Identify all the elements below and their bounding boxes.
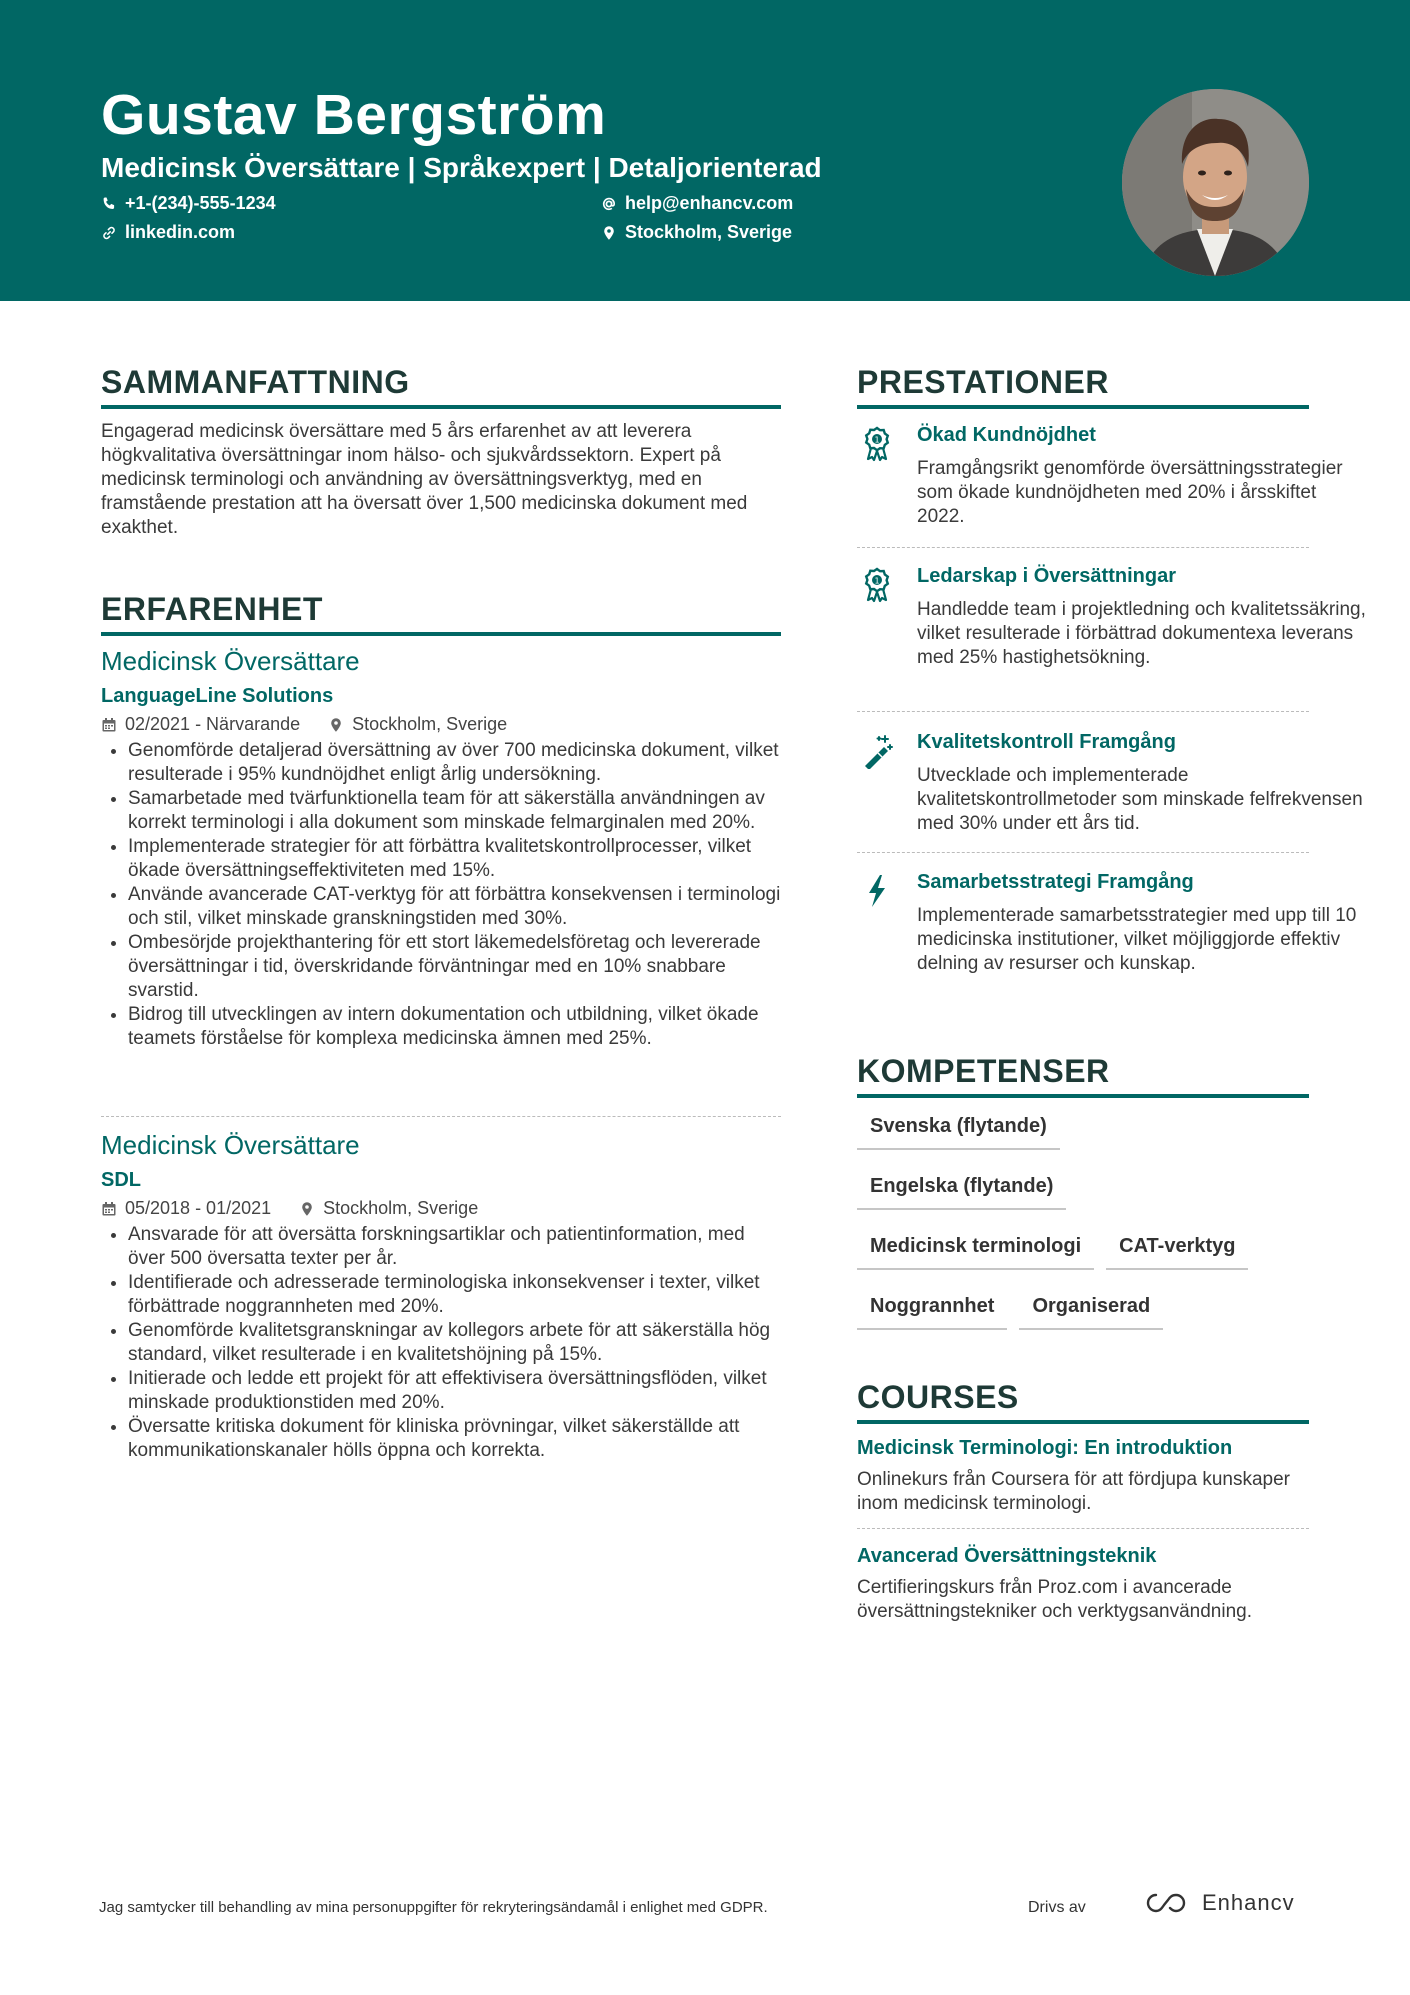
bullet-item: • Använde avancerade CAT-verktyg för att förbättra konsekvensen i terminologi och stil, vilket minskade granskningstiden med 30%.: [128, 883, 781, 931]
link-icon: [101, 225, 117, 241]
calendar-icon: [101, 717, 117, 733]
bullet-item: • Initierade och ledde ett projekt för att effektivisera översättningsflöden, vilket minskade produktionstiden med 20%.: [128, 1367, 781, 1415]
course-title: Medicinsk Terminologi: En introduktion: [857, 1437, 1233, 1459]
divider: [857, 1528, 1309, 1529]
skill-tag: Svenska (flytande): [857, 1112, 1060, 1150]
job-bullets: [101, 739, 781, 1051]
job-dates: 02/2021 - Närvarande: [125, 714, 301, 734]
job-company: LanguageLine Solutions: [101, 685, 334, 707]
skills-heading: KOMPETENSER: [857, 1053, 1309, 1098]
achievement-title: Ledarskap i Översättningar: [917, 565, 1176, 587]
achievement-title: Samarbetsstrategi Framgång: [917, 871, 1194, 893]
job-role: Medicinsk Översättare: [101, 1130, 360, 1160]
skill-tag: Engelska (flytande): [857, 1172, 1066, 1210]
bullet-item: • Genomförde kvalitetsgranskningar av kollegors arbete för att säkerställa hög standard, vilket resulterade i en kvalitetshöjning på 15%.: [128, 1319, 781, 1367]
contact-location: [601, 222, 792, 243]
bullet-item: • Bidrog till utvecklingen av intern dokumentation och utbildning, vilket ökade teamets förståelse för komplexa medicinska ämnen med 25%.: [128, 1003, 781, 1051]
achievement-item: [857, 565, 1369, 670]
brand-logo: [1146, 1890, 1295, 1916]
map-pin-icon: [299, 1201, 315, 1217]
powered-by-label: Drivs av: [1028, 1899, 1086, 1916]
candidate-name: Gustav Bergström: [101, 83, 607, 147]
contact-phone: [101, 193, 276, 214]
achievement-desc: Utvecklade och implementerade kvalitetskontrollmetoder som minskade felfrekvensen med 30% under ett års tid.: [917, 765, 1363, 834]
achievement-item: [857, 871, 1369, 976]
contact-email[interactable]: [601, 193, 793, 214]
divider: [857, 711, 1309, 712]
achievement-desc: Framgångsrikt genomförde översättningsstrategier som ökade kundnöjdheten med 20% i årsskiftet 2022.: [917, 458, 1343, 527]
skill-tag: Organiserad: [1019, 1292, 1163, 1330]
calendar-icon: [101, 1201, 117, 1217]
brand-name: Enhancv: [1202, 1890, 1295, 1915]
achievement-title: Kvalitetskontroll Framgång: [917, 731, 1176, 753]
courses-heading: COURSES: [857, 1379, 1309, 1424]
skill-tag: Medicinsk terminologi: [857, 1232, 1094, 1270]
phone-text: +1-(234)-555-1234: [125, 193, 276, 213]
map-pin-icon: [328, 717, 344, 733]
summary-heading: SAMMANFATTNING: [101, 364, 781, 409]
map-pin-icon: [601, 225, 617, 241]
achievement-item: [857, 731, 1369, 836]
summary-text: Engagerad medicinsk översättare med 5 års erfarenhet av att leverera högkvalitativa översättningar inom hälso- och sjukvårdssektorn. Expert på medicinsk terminologi och användning av översättningsverktyg, med en framstående prestation att ha översatt över 1,500 medicinska dokument med exakthet.: [101, 421, 748, 538]
bullet-item: • Identifierade och adresserade terminologiska inkonsekvenser i texter, vilket förbättrade noggrannheten med 20%.: [128, 1271, 781, 1319]
bullet-item: • Ansvarade för att översätta forskningsartiklar och patientinformation, med över 500 översatta texter per år.: [128, 1223, 781, 1271]
experience-heading: ERFARENHET: [101, 591, 781, 636]
magic-wand-icon: [861, 733, 893, 769]
bullet-item: • Implementerade strategier för att förbättra kvalitetskontrollprocesser, vilket ökade översättningseffektiviteten med 15%.: [128, 835, 781, 883]
enhancv-logo-icon: [1146, 1891, 1192, 1915]
bullet-item: • Ombesörjde projekthantering för ett stort läkemedelsföretag och levererade översättningar i tid, överskridande förväntningar med en 10% snabbare svarstid.: [128, 931, 781, 1003]
course-desc: Certifieringskurs från Proz.com i avancerade översättningstekniker och verktygsanvändning.: [857, 1577, 1253, 1622]
email-link[interactable]: help@enhancv.com: [625, 193, 794, 213]
skill-tag: CAT-verktyg: [1106, 1232, 1248, 1270]
linkedin-link[interactable]: linkedin.com: [125, 222, 236, 242]
profile-photo: [1122, 89, 1309, 276]
divider: [101, 1116, 781, 1117]
contact-linkedin[interactable]: [101, 222, 235, 243]
job-company: SDL: [101, 1169, 141, 1191]
job-entry: [101, 1130, 781, 1463]
skills-list: [857, 1112, 1309, 1352]
course-desc: Onlinekurs från Coursera för att fördjupa kunskaper inom medicinsk terminologi.: [857, 1469, 1290, 1514]
job-role: Medicinsk Översättare: [101, 646, 360, 676]
divider: [857, 547, 1309, 548]
course-title: Avancerad Översättningsteknik: [857, 1545, 1157, 1567]
phone-icon: [101, 196, 117, 212]
bullet-item: • Genomförde detaljerad översättning av över 700 medicinska dokument, vilket resulterade i 95% kundnöjdhet enligt årlig undersökning.: [128, 739, 781, 787]
location-text: Stockholm, Sverige: [625, 222, 793, 242]
achievement-title: Ökad Kundnöjdhet: [917, 424, 1096, 446]
job-location: Stockholm, Sverige: [352, 714, 508, 734]
award-ribbon-icon: [861, 426, 893, 462]
job-meta: [101, 1198, 781, 1219]
skill-tag: Noggrannhet: [857, 1292, 1007, 1330]
bullet-item: • Översatte kritiska dokument för kliniska prövningar, vilket säkerställde att kommunikationskanaler hölls öppna och korrekta.: [128, 1415, 781, 1463]
candidate-subtitle: Medicinsk Översättare | Språkexpert | Detaljorienterad: [101, 152, 822, 183]
job-bullets: [101, 1223, 781, 1463]
job-meta: [101, 714, 781, 735]
divider: [857, 852, 1309, 853]
lightning-bolt-icon: [861, 873, 893, 909]
job-dates: 05/2018 - 01/2021: [125, 1198, 272, 1218]
svg-text:1: 1: [874, 576, 880, 586]
job-location: Stockholm, Sverige: [323, 1198, 479, 1218]
job-entry: [101, 646, 781, 1051]
achievement-desc: Implementerade samarbetsstrategier med upp till 10 medicinska institutioner, vilket möjliggjorde effektiv delning av resurser och kunskap.: [917, 905, 1357, 974]
achievements-heading: PRESTATIONER: [857, 364, 1309, 409]
award-ribbon-icon: [861, 567, 893, 603]
achievement-item: [857, 424, 1369, 529]
gdpr-consent: Jag samtycker till behandling av mina personuppgifter för rekryteringsändamål i enlighet med GDPR.: [99, 1899, 768, 1916]
header-banner: [0, 0, 1410, 301]
bullet-item: • Samarbetade med tvärfunktionella team för att säkerställa användningen av korrekt terminologi i alla dokument som minskade felmarginalen med 20%.: [128, 787, 781, 835]
course-item: [857, 1545, 1309, 1624]
course-item: [857, 1437, 1309, 1516]
svg-text:1: 1: [874, 435, 880, 445]
at-sign-icon: [601, 196, 617, 212]
achievement-desc: Handledde team i projektledning och kvalitetssäkring, vilket resulterade i förbättrad dokumentexa leverans med 25% hastighetsökning.: [917, 599, 1366, 668]
